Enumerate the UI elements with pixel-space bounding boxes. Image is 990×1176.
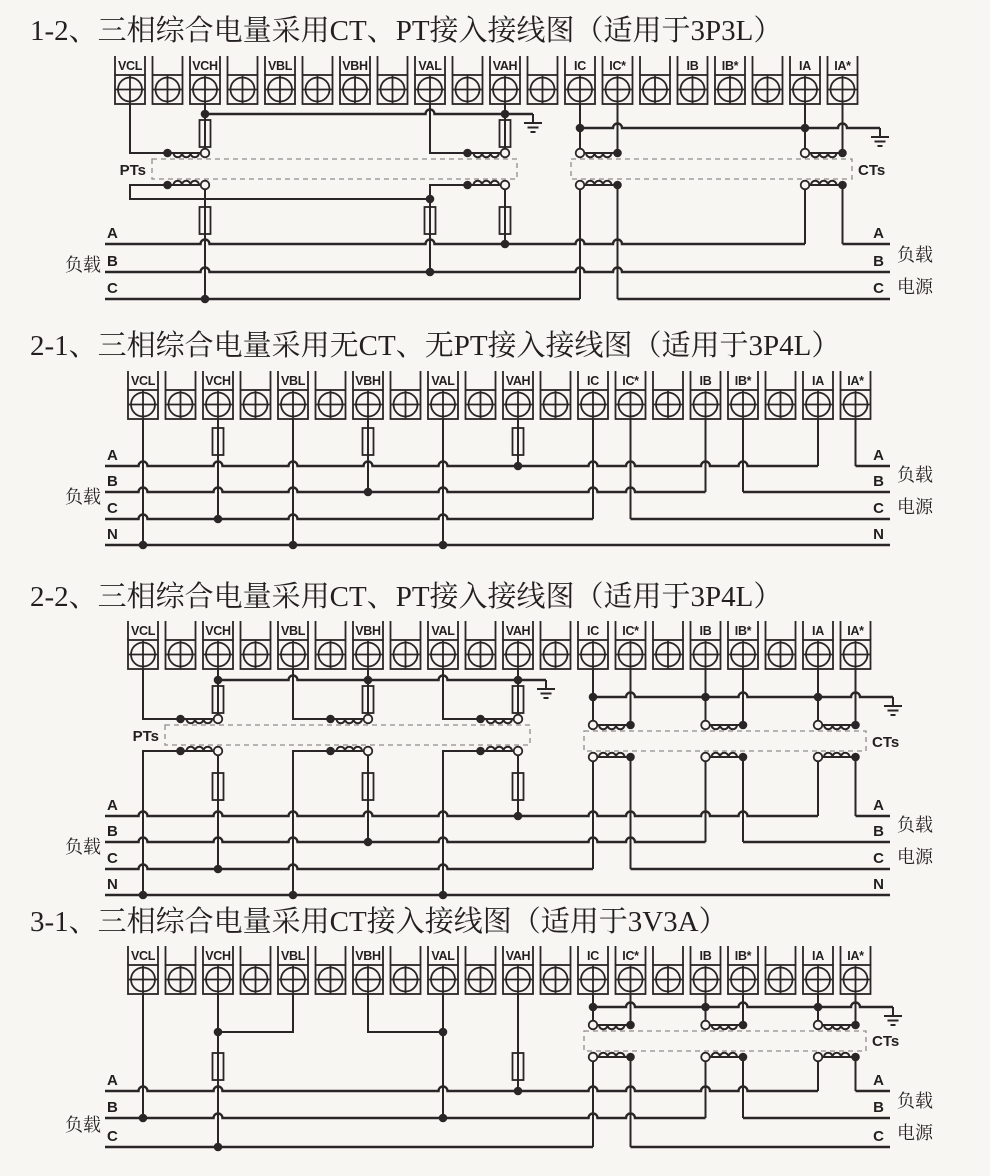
- terminal-val: [428, 371, 458, 419]
- terminal-blank: [766, 946, 796, 994]
- winding-terminal-dot: [626, 1021, 635, 1030]
- terminal-ib: [691, 946, 721, 994]
- source-label: 电源: [897, 497, 933, 517]
- terminal-blank: [241, 621, 271, 669]
- ct-group-box: [571, 159, 852, 179]
- terminal-label: IC: [587, 374, 599, 388]
- terminal-blank: [466, 946, 496, 994]
- pt-winding: [163, 181, 209, 190]
- phase-label: C: [107, 1128, 118, 1145]
- wire: [293, 669, 331, 719]
- terminal-blank: [303, 56, 333, 104]
- wire: [430, 104, 468, 153]
- ct-winding: [589, 753, 635, 762]
- ct-winding: [589, 1021, 635, 1030]
- diagram-title: 1-2、三相综合电量采用CT、PT接入接线图（适用于3P3L）: [30, 15, 783, 47]
- phase-line-b: [105, 488, 706, 493]
- phase-label: B: [873, 253, 884, 270]
- terminal-label: VAL: [431, 374, 455, 388]
- source-label: 电源: [897, 847, 933, 867]
- phase-label: A: [873, 225, 884, 242]
- phase-label: C: [107, 850, 118, 867]
- ct-winding: [576, 149, 622, 158]
- winding-terminal-circle: [214, 715, 223, 724]
- winding-terminal-dot: [626, 721, 635, 730]
- phase-line-c: [105, 865, 593, 870]
- phase-label: N: [107, 876, 118, 893]
- terminal-blank: [653, 946, 683, 994]
- terminal-blank: [391, 946, 421, 994]
- phase-label: N: [873, 526, 884, 543]
- ct-winding: [701, 1053, 747, 1062]
- terminal-blank: [316, 371, 346, 419]
- terminal-blank: [391, 371, 421, 419]
- pt-winding: [326, 715, 372, 724]
- terminal-label: VCH: [205, 374, 231, 388]
- winding-terminal-dot: [476, 747, 485, 756]
- phase-line-a: [105, 462, 818, 467]
- phase-label: C: [873, 850, 884, 867]
- wire: [368, 994, 443, 1032]
- winding-terminal-dot: [851, 721, 860, 730]
- terminal-label: VBL: [280, 624, 306, 638]
- terminal-label: VAH: [492, 59, 518, 73]
- terminal-ic: [565, 56, 595, 104]
- winding-terminal-circle: [501, 149, 510, 158]
- winding-terminal-circle: [589, 1021, 598, 1030]
- pt-ground-bus: [218, 676, 546, 681]
- phase-label: B: [107, 823, 118, 840]
- phase-label: B: [873, 473, 884, 490]
- earth-ground-icon: [871, 128, 889, 146]
- wire: [443, 751, 481, 895]
- winding-terminal-dot: [739, 721, 748, 730]
- phase-line-a: [105, 1087, 818, 1092]
- terminal-vcl: [128, 621, 158, 669]
- terminal-blank: [541, 371, 571, 419]
- wire: [218, 994, 293, 1032]
- winding-terminal-dot: [326, 747, 335, 756]
- terminal-label: VBL: [267, 59, 293, 73]
- terminal-vbh: [353, 946, 383, 994]
- terminal-label: IB: [699, 624, 712, 638]
- wire: [130, 104, 168, 153]
- winding-terminal-circle: [701, 721, 710, 730]
- winding-terminal-dot: [851, 1021, 860, 1030]
- terminal-ia-star: [828, 56, 858, 104]
- source-label: 负载: [897, 1091, 933, 1111]
- winding-terminal-circle: [814, 721, 823, 730]
- terminal-blank: [228, 56, 258, 104]
- winding-terminal-circle: [801, 149, 810, 158]
- terminal-ia-star: [841, 371, 871, 419]
- winding-terminal-dot: [838, 149, 847, 158]
- pt-winding: [476, 715, 522, 724]
- cts-label: CTs: [858, 162, 886, 179]
- junction-dot: [214, 1028, 223, 1037]
- winding-terminal-circle: [514, 715, 523, 724]
- winding-terminal-dot: [476, 715, 485, 724]
- terminal-vbl: [278, 621, 308, 669]
- terminal-vah: [503, 946, 533, 994]
- winding-terminal-dot: [838, 181, 847, 190]
- phase-label: A: [873, 797, 884, 814]
- pts-label: PTs: [132, 728, 159, 745]
- terminal-ib: [691, 621, 721, 669]
- terminal-ib-star: [715, 56, 745, 104]
- terminal-label: VBL: [280, 949, 306, 963]
- terminal-label: VAL: [431, 624, 455, 638]
- winding-terminal-circle: [576, 149, 585, 158]
- winding-terminal-circle: [589, 1053, 598, 1062]
- terminal-blank: [466, 371, 496, 419]
- winding-terminal-dot: [163, 181, 172, 190]
- wire: [143, 669, 181, 719]
- terminal-label: IB*: [721, 59, 739, 73]
- terminal-label: VCH: [192, 59, 218, 73]
- terminal-ic: [578, 621, 608, 669]
- phase-label: C: [873, 1128, 884, 1145]
- earth-ground-icon: [537, 680, 555, 698]
- terminal-label: VCH: [205, 949, 231, 963]
- diagram-1-2: [30, 14, 934, 303]
- terminal-blank: [166, 946, 196, 994]
- winding-terminal-dot: [739, 1053, 748, 1062]
- winding-terminal-dot: [851, 1053, 860, 1062]
- terminal-blank: [316, 621, 346, 669]
- terminal-blank: [391, 621, 421, 669]
- load-label: 负载: [65, 487, 101, 507]
- phase-line-b: [105, 838, 706, 843]
- terminal-vcl: [115, 56, 145, 104]
- terminal-label: IB: [686, 59, 699, 73]
- terminal-ic-star: [603, 56, 633, 104]
- earth-ground-icon: [884, 1007, 902, 1025]
- terminal-label: IC: [587, 949, 599, 963]
- pt-winding: [163, 149, 209, 158]
- winding-terminal-circle: [701, 1053, 710, 1062]
- terminal-blank: [653, 621, 683, 669]
- terminal-label: IA: [812, 949, 824, 963]
- pt-winding: [326, 747, 372, 756]
- winding-terminal-dot: [463, 149, 472, 158]
- winding-terminal-dot: [739, 1021, 748, 1030]
- winding-terminal-dot: [613, 149, 622, 158]
- phase-label: A: [107, 797, 118, 814]
- terminal-vah: [503, 371, 533, 419]
- source-label: 负载: [897, 815, 933, 835]
- phase-line-a: [105, 812, 818, 817]
- terminal-blank: [541, 621, 571, 669]
- terminal-ib-star: [728, 946, 758, 994]
- pt-winding: [476, 747, 522, 756]
- terminal-label: VAL: [431, 949, 455, 963]
- source-label: 负载: [897, 465, 933, 485]
- terminal-blank: [166, 621, 196, 669]
- source-label: 电源: [897, 1123, 933, 1143]
- winding-terminal-circle: [814, 753, 823, 762]
- winding-terminal-circle: [589, 721, 598, 730]
- ct-winding: [701, 721, 747, 730]
- terminal-label: IC*: [622, 949, 639, 963]
- terminal-label: IA: [812, 624, 824, 638]
- terminal-vbh: [353, 621, 383, 669]
- terminal-vah: [490, 56, 520, 104]
- terminal-ia-star: [841, 946, 871, 994]
- diagram-title: 2-2、三相综合电量采用CT、PT接入接线图（适用于3P4L）: [30, 581, 783, 613]
- terminal-label: IA*: [847, 624, 864, 638]
- terminal-label: VBH: [355, 374, 381, 388]
- terminal-ia: [790, 56, 820, 104]
- terminal-vbh: [353, 371, 383, 419]
- phase-label: C: [873, 500, 884, 517]
- phase-label: N: [107, 526, 118, 543]
- terminal-ia: [803, 621, 833, 669]
- wire: [143, 751, 181, 895]
- junction-dot: [426, 195, 435, 204]
- terminal-blank: [241, 371, 271, 419]
- winding-terminal-dot: [626, 1053, 635, 1062]
- junction-dot: [439, 1028, 448, 1037]
- terminal-label: VCL: [117, 59, 143, 73]
- winding-terminal-circle: [701, 1021, 710, 1030]
- winding-terminal-circle: [814, 1021, 823, 1030]
- ct-winding: [589, 721, 635, 730]
- ct-winding: [801, 149, 847, 158]
- ct-winding: [814, 1021, 860, 1030]
- terminal-label: IB: [699, 374, 712, 388]
- ct-winding: [576, 181, 622, 190]
- terminal-label: IA: [799, 59, 811, 73]
- terminal-vbl: [278, 946, 308, 994]
- terminal-ib: [678, 56, 708, 104]
- phase-label: C: [107, 500, 118, 517]
- pt-winding: [176, 715, 222, 724]
- phase-label: B: [107, 473, 118, 490]
- terminal-label: VBL: [280, 374, 306, 388]
- cts-label: CTs: [872, 734, 900, 751]
- winding-terminal-circle: [364, 747, 373, 756]
- diagram-title: 2-1、三相综合电量采用无CT、无PT接入接线图（适用于3P4L）: [30, 330, 841, 362]
- winding-terminal-dot: [851, 753, 860, 762]
- terminal-label: VCL: [130, 374, 156, 388]
- terminal-label: IA: [812, 374, 824, 388]
- terminal-vbh: [340, 56, 370, 104]
- load-label: 负载: [65, 1115, 101, 1135]
- terminal-label: IB*: [734, 374, 752, 388]
- diagram-2-2: [30, 580, 934, 899]
- terminal-blank: [528, 56, 558, 104]
- terminal-label: VBH: [355, 624, 381, 638]
- terminal-label: VCL: [130, 949, 156, 963]
- winding-terminal-circle: [801, 181, 810, 190]
- winding-terminal-dot: [326, 715, 335, 724]
- terminal-vbl: [265, 56, 295, 104]
- winding-terminal-dot: [176, 747, 185, 756]
- terminal-ic: [578, 946, 608, 994]
- pt-winding: [176, 747, 222, 756]
- pt-group-box: [165, 725, 530, 745]
- terminal-blank: [766, 371, 796, 419]
- terminal-label: VAH: [505, 949, 531, 963]
- ct-group-box: [584, 731, 866, 751]
- terminal-label: IA*: [847, 374, 864, 388]
- diagram-3-1: [30, 905, 934, 1151]
- terminal-label: VCL: [130, 624, 156, 638]
- phase-label: A: [107, 447, 118, 464]
- terminal-val: [428, 621, 458, 669]
- ct-ground-bus: [580, 124, 880, 129]
- phase-label: C: [107, 280, 118, 297]
- wire: [293, 751, 331, 895]
- terminal-ic-star: [616, 621, 646, 669]
- terminal-label: IB*: [734, 949, 752, 963]
- wire: [443, 669, 481, 719]
- phase-label: A: [873, 1072, 884, 1089]
- terminal-vcl: [128, 371, 158, 419]
- earth-ground-icon: [524, 114, 542, 132]
- terminal-blank: [153, 56, 183, 104]
- phase-label: A: [107, 1072, 118, 1089]
- ct-winding: [814, 1053, 860, 1062]
- terminal-ib: [691, 371, 721, 419]
- phase-line-c: [105, 515, 593, 520]
- terminal-ib-star: [728, 371, 758, 419]
- ct-winding: [701, 1021, 747, 1030]
- terminal-blank: [466, 621, 496, 669]
- winding-terminal-dot: [163, 149, 172, 158]
- terminal-label: VBH: [342, 59, 368, 73]
- earth-ground-icon: [884, 697, 902, 715]
- terminal-ib-star: [728, 621, 758, 669]
- phase-line-b: [105, 1114, 706, 1119]
- winding-terminal-dot: [176, 715, 185, 724]
- winding-terminal-dot: [613, 181, 622, 190]
- pt-ground-bus: [205, 110, 533, 115]
- winding-terminal-circle: [514, 747, 523, 756]
- load-label: 负载: [65, 255, 101, 275]
- terminal-blank: [453, 56, 483, 104]
- wire: [130, 185, 430, 199]
- phase-label: B: [873, 823, 884, 840]
- ct-winding: [814, 753, 860, 762]
- terminal-ia-star: [841, 621, 871, 669]
- terminal-vbl: [278, 371, 308, 419]
- winding-terminal-circle: [501, 181, 510, 190]
- terminal-label: IA*: [834, 59, 851, 73]
- terminal-label: IC*: [609, 59, 626, 73]
- source-label: 负载: [897, 245, 933, 265]
- winding-terminal-circle: [201, 149, 210, 158]
- load-label: 负载: [65, 837, 101, 857]
- ct-group-box: [584, 1031, 866, 1051]
- terminal-label: VAL: [418, 59, 442, 73]
- phase-label: A: [107, 225, 118, 242]
- winding-terminal-circle: [589, 753, 598, 762]
- terminal-label: IC: [574, 59, 586, 73]
- terminal-vch: [190, 56, 220, 104]
- phase-label: A: [873, 447, 884, 464]
- cts-label: CTs: [872, 1033, 900, 1050]
- diagram-title: 3-1、三相综合电量采用CT接入接线图（适用于3V3A）: [30, 906, 728, 938]
- terminal-vch: [203, 621, 233, 669]
- terminal-label: IC: [587, 624, 599, 638]
- terminal-val: [428, 946, 458, 994]
- phase-line-b: [105, 268, 890, 273]
- phase-label: N: [873, 876, 884, 893]
- terminal-label: VCH: [205, 624, 231, 638]
- terminal-label: IB: [699, 949, 712, 963]
- terminal-label: IA*: [847, 949, 864, 963]
- ct-winding: [801, 181, 847, 190]
- ct-winding: [701, 753, 747, 762]
- terminal-blank: [241, 946, 271, 994]
- pt-group-box: [152, 159, 517, 179]
- terminal-blank: [766, 621, 796, 669]
- terminal-blank: [541, 946, 571, 994]
- source-label: 电源: [897, 277, 933, 297]
- phase-label: B: [107, 253, 118, 270]
- winding-terminal-circle: [364, 715, 373, 724]
- pts-label: PTs: [119, 162, 146, 179]
- wire: [430, 185, 468, 199]
- terminal-ic-star: [616, 371, 646, 419]
- terminal-ia: [803, 371, 833, 419]
- terminal-label: IB*: [734, 624, 752, 638]
- terminal-blank: [378, 56, 408, 104]
- terminal-ic-star: [616, 946, 646, 994]
- winding-terminal-circle: [814, 1053, 823, 1062]
- terminal-vah: [503, 621, 533, 669]
- terminal-blank: [166, 371, 196, 419]
- winding-terminal-circle: [576, 181, 585, 190]
- winding-terminal-dot: [463, 181, 472, 190]
- terminal-label: VAH: [505, 624, 531, 638]
- winding-terminal-circle: [701, 753, 710, 762]
- ct-winding: [814, 721, 860, 730]
- terminal-vch: [203, 946, 233, 994]
- phase-label: C: [873, 280, 884, 297]
- winding-terminal-circle: [214, 747, 223, 756]
- winding-terminal-dot: [626, 753, 635, 762]
- pt-winding: [463, 149, 509, 158]
- terminal-ia: [803, 946, 833, 994]
- terminal-vcl: [128, 946, 158, 994]
- terminal-blank: [316, 946, 346, 994]
- terminal-ic: [578, 371, 608, 419]
- terminal-blank: [753, 56, 783, 104]
- terminal-val: [415, 56, 445, 104]
- terminal-label: IC*: [622, 374, 639, 388]
- phase-label: B: [873, 1099, 884, 1116]
- terminal-label: VAH: [505, 374, 531, 388]
- terminal-vch: [203, 371, 233, 419]
- diagram-2-1: [30, 329, 934, 549]
- phase-line-a: [105, 240, 805, 245]
- winding-terminal-dot: [739, 753, 748, 762]
- winding-terminal-circle: [201, 181, 210, 190]
- terminal-label: IC*: [622, 624, 639, 638]
- terminal-label: VBH: [355, 949, 381, 963]
- pt-winding: [463, 181, 509, 190]
- terminal-blank: [653, 371, 683, 419]
- terminal-blank: [640, 56, 670, 104]
- phase-label: B: [107, 1099, 118, 1116]
- ct-winding: [589, 1053, 635, 1062]
